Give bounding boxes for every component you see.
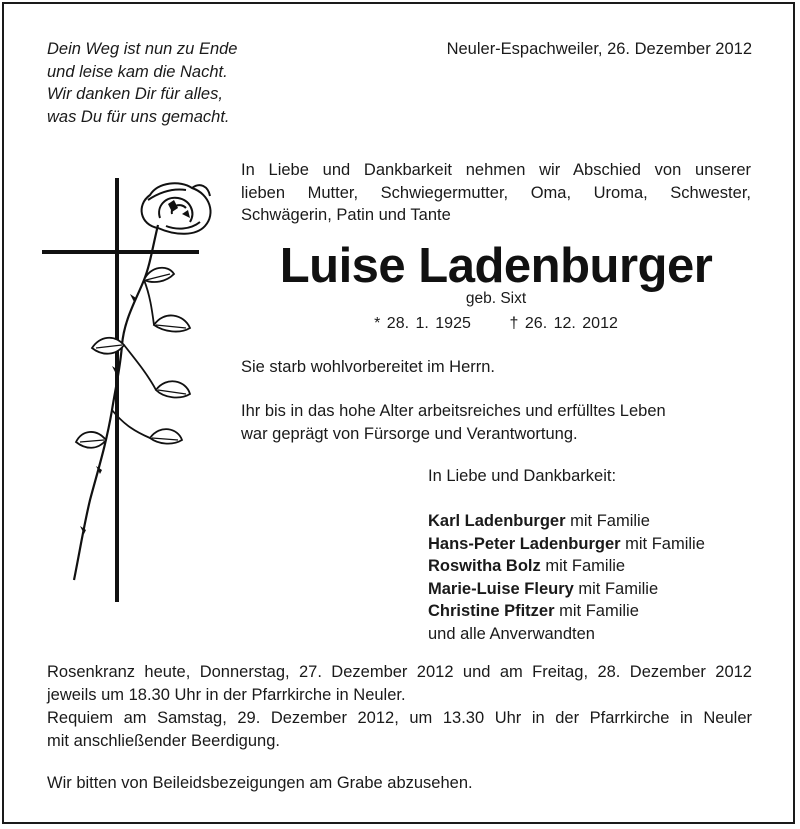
place-and-date: Neuler-Espachweiler, 26. Dezember 2012 — [446, 40, 752, 58]
mourner-suffix: mit Familie — [554, 602, 639, 620]
cross-with-rose-icon — [40, 170, 215, 610]
poem-line: was Du für uns gemacht. — [47, 107, 230, 126]
mourner-name: Hans-Peter Ladenburger — [428, 534, 621, 553]
life-dates — [241, 313, 751, 334]
intro-line: lieben Mutter, Schwiegermutter, Oma, Uroma, Schwester, — [241, 183, 751, 202]
services-line: Requiem am Samstag, 29. Dezember 2012, um 13.30 Uhr in der Pfarrkirche in Neuler — [47, 709, 752, 727]
mourner-name: Christine Pfitzer — [428, 602, 555, 620]
closing-request: Wir bitten von Beileidsbezeigungen am Grabe abzusehen. — [47, 774, 473, 792]
mourner-entry — [428, 600, 705, 623]
mourner-suffix: mit Familie — [540, 557, 626, 575]
mourner-entry — [428, 555, 705, 578]
life-statement-line: Ihr bis in das hohe Alter arbeitsreiches und erfülltes Leben — [241, 402, 666, 420]
mourner-suffix: mit Familie — [620, 534, 705, 553]
intro-text — [241, 159, 751, 227]
mourner-name: Roswitha Bolz — [428, 557, 541, 575]
mourner-suffix: mit Familie — [565, 512, 650, 530]
mourners-list — [428, 510, 705, 645]
mourner-entry — [428, 533, 705, 556]
life-statement-line: war geprägt von Fürsorge und Verantwortung. — [241, 424, 578, 443]
birth-date: * 28. 1. 1925 — [374, 315, 471, 332]
mourner-entry — [428, 578, 705, 601]
birth-name: geb. Sixt — [465, 290, 527, 307]
signoff: In Liebe und Dankbarkeit: — [428, 467, 617, 485]
poem-line: Dein Weg ist nun zu Ende — [47, 40, 238, 58]
mourner-name: Karl Ladenburger — [428, 512, 566, 530]
mourners-closing: und alle Anverwandten — [428, 624, 595, 643]
mourner-name: Marie-Luise Fleury — [428, 579, 574, 598]
deceased-name: Luise Ladenburger — [279, 239, 713, 293]
mourner-entry — [428, 510, 705, 533]
services-line: mit anschließender Beerdigung. — [47, 732, 280, 750]
poem-line: Wir danken Dir für alles, — [47, 85, 223, 103]
services-line: jeweils um 18.30 Uhr in der Pfarrkirche in Neuler. — [47, 686, 406, 704]
services-line: Rosenkranz heute, Donnerstag, 27. Dezember 2012 und am Freitag, 28. Dezember 2012 — [47, 663, 752, 681]
death-date: † 26. 12. 2012 — [509, 315, 618, 332]
mourner-suffix: mit Familie — [573, 579, 659, 598]
intro-line: In Liebe und Dankbarkeit nehmen wir Abschied von unserer — [241, 161, 751, 179]
faith-statement: Sie starb wohlvorbereitet im Herrn. — [241, 358, 496, 376]
memorial-poem — [47, 38, 237, 128]
services-info — [47, 661, 752, 753]
life-statement — [241, 400, 666, 445]
poem-line: und leise kam die Nacht. — [47, 62, 228, 81]
intro-line: Schwägerin, Patin und Tante — [241, 206, 451, 224]
